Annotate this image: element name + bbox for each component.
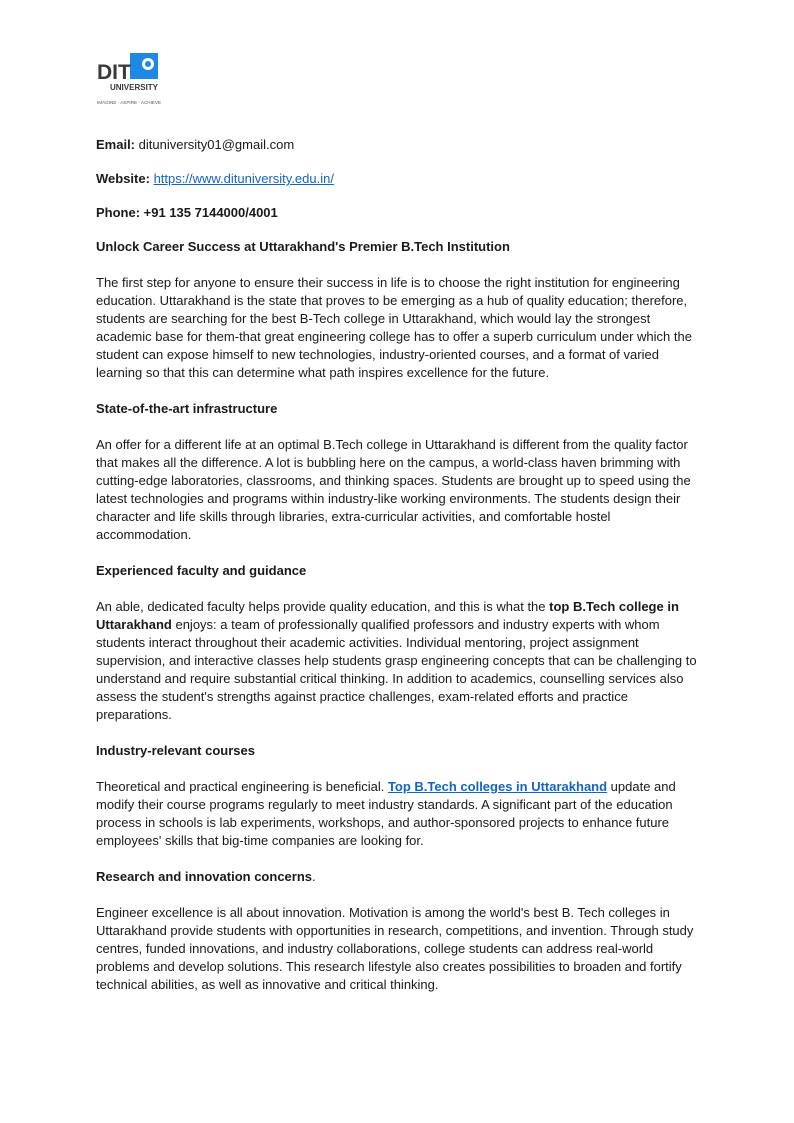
website-label: Website:	[96, 171, 150, 186]
website-line	[96, 170, 702, 188]
phone-line: Phone: +91 135 7144000/4001	[96, 205, 278, 220]
faculty-highlight: top B.Tech college in Uttarakhand	[96, 599, 679, 632]
email-label: Email:	[96, 137, 136, 152]
top-btech-colleges-link[interactable]: Top B.Tech colleges in Uttarakhand	[387, 779, 608, 794]
section-body-research: Engineer excellence is all about innovation. Motivation is among the world's best B. Tech colleges in Uttarakhand provide students with opportunities in research, competitions, and invention. Through study centres, funded innovations, and industry collaborations, college students can address real-world problems and develop solutions. This research lifestyle also creates possibilities to broaden and fortify technical abilities, as well as innovative and critical thinking.	[96, 905, 694, 992]
document-page	[96, 52, 702, 1012]
logo-tagline: IMAGINE · ASPIRE · ACHIEVE	[97, 100, 162, 105]
section-heading-research: Research and innovation concerns.	[96, 869, 316, 884]
dit-university-logo	[96, 52, 162, 108]
section-body-courses: Theoretical and practical engineering is beneficial. Top B.Tech colleges in Uttarakhand update and modify their course programs regularly to meet industry standards. A significant part of the education process in schools is lab experiments, workshops, and author-sponsored projects to enhance future employees' skills that big-time companies are looking for.	[96, 779, 676, 848]
section-heading-courses: Industry-relevant courses	[96, 743, 255, 758]
logo-brand: DIT	[97, 61, 131, 84]
section-heading-infrastructure: State-of-the-art infrastructure	[96, 401, 278, 416]
document-title: Unlock Career Success at Uttarakhand's Premier B.Tech Institution	[96, 239, 510, 254]
logo-subtitle: UNIVERSITY	[110, 83, 159, 92]
section-heading-faculty: Experienced faculty and guidance	[96, 563, 307, 578]
intro-paragraph: The first step for anyone to ensure their success in life is to choose the right institution for engineering education. Uttarakhand is the state that proves to be emerging as a hub of quality education; therefore, students are searching for the best B-Tech college in Uttarakhand, which would lay the strongest academic base for them-that great engineering college has to offer a superb curriculum under which the student can expose himself to new technologies, industry-oriented courses, and a format of varied learning so that this can determine what path inspires excellence for the future.	[96, 275, 692, 380]
section-body-faculty: An able, dedicated faculty helps provide quality education, and this is what the top B.Tech college in Uttarakhand enjoys: a team of professionally qualified professors and industry experts with whom students interact throughout their academic activities. Individual mentoring, project assignment supervision, and interactive classes help students grasp engineering concepts that can be challenging to understand and require substantial critical thinking. In addition to academics, counselling services also assess the student's strengths against practice challenges, exam-related efforts and practice preparations.	[96, 599, 697, 722]
section-body-infrastructure: An offer for a different life at an optimal B.Tech college in Uttarakhand is different from the quality factor that makes all the difference. A lot is bubbling here on the campus, a world-class haven brimming with cutting-edge laboratories, classrooms, and thinking spaces. Students are brought up to speed using the latest technologies and programs within industry-like working environments. The students design their character and life skills through libraries, extra-curricular activities, and comfortable hostel accommodation.	[96, 437, 691, 542]
email-line	[96, 136, 702, 154]
email-value: dituniversity01@gmail.com	[138, 137, 295, 152]
logo-graphic	[96, 52, 162, 108]
website-link[interactable]: https://www.dituniversity.edu.in/	[153, 171, 334, 186]
